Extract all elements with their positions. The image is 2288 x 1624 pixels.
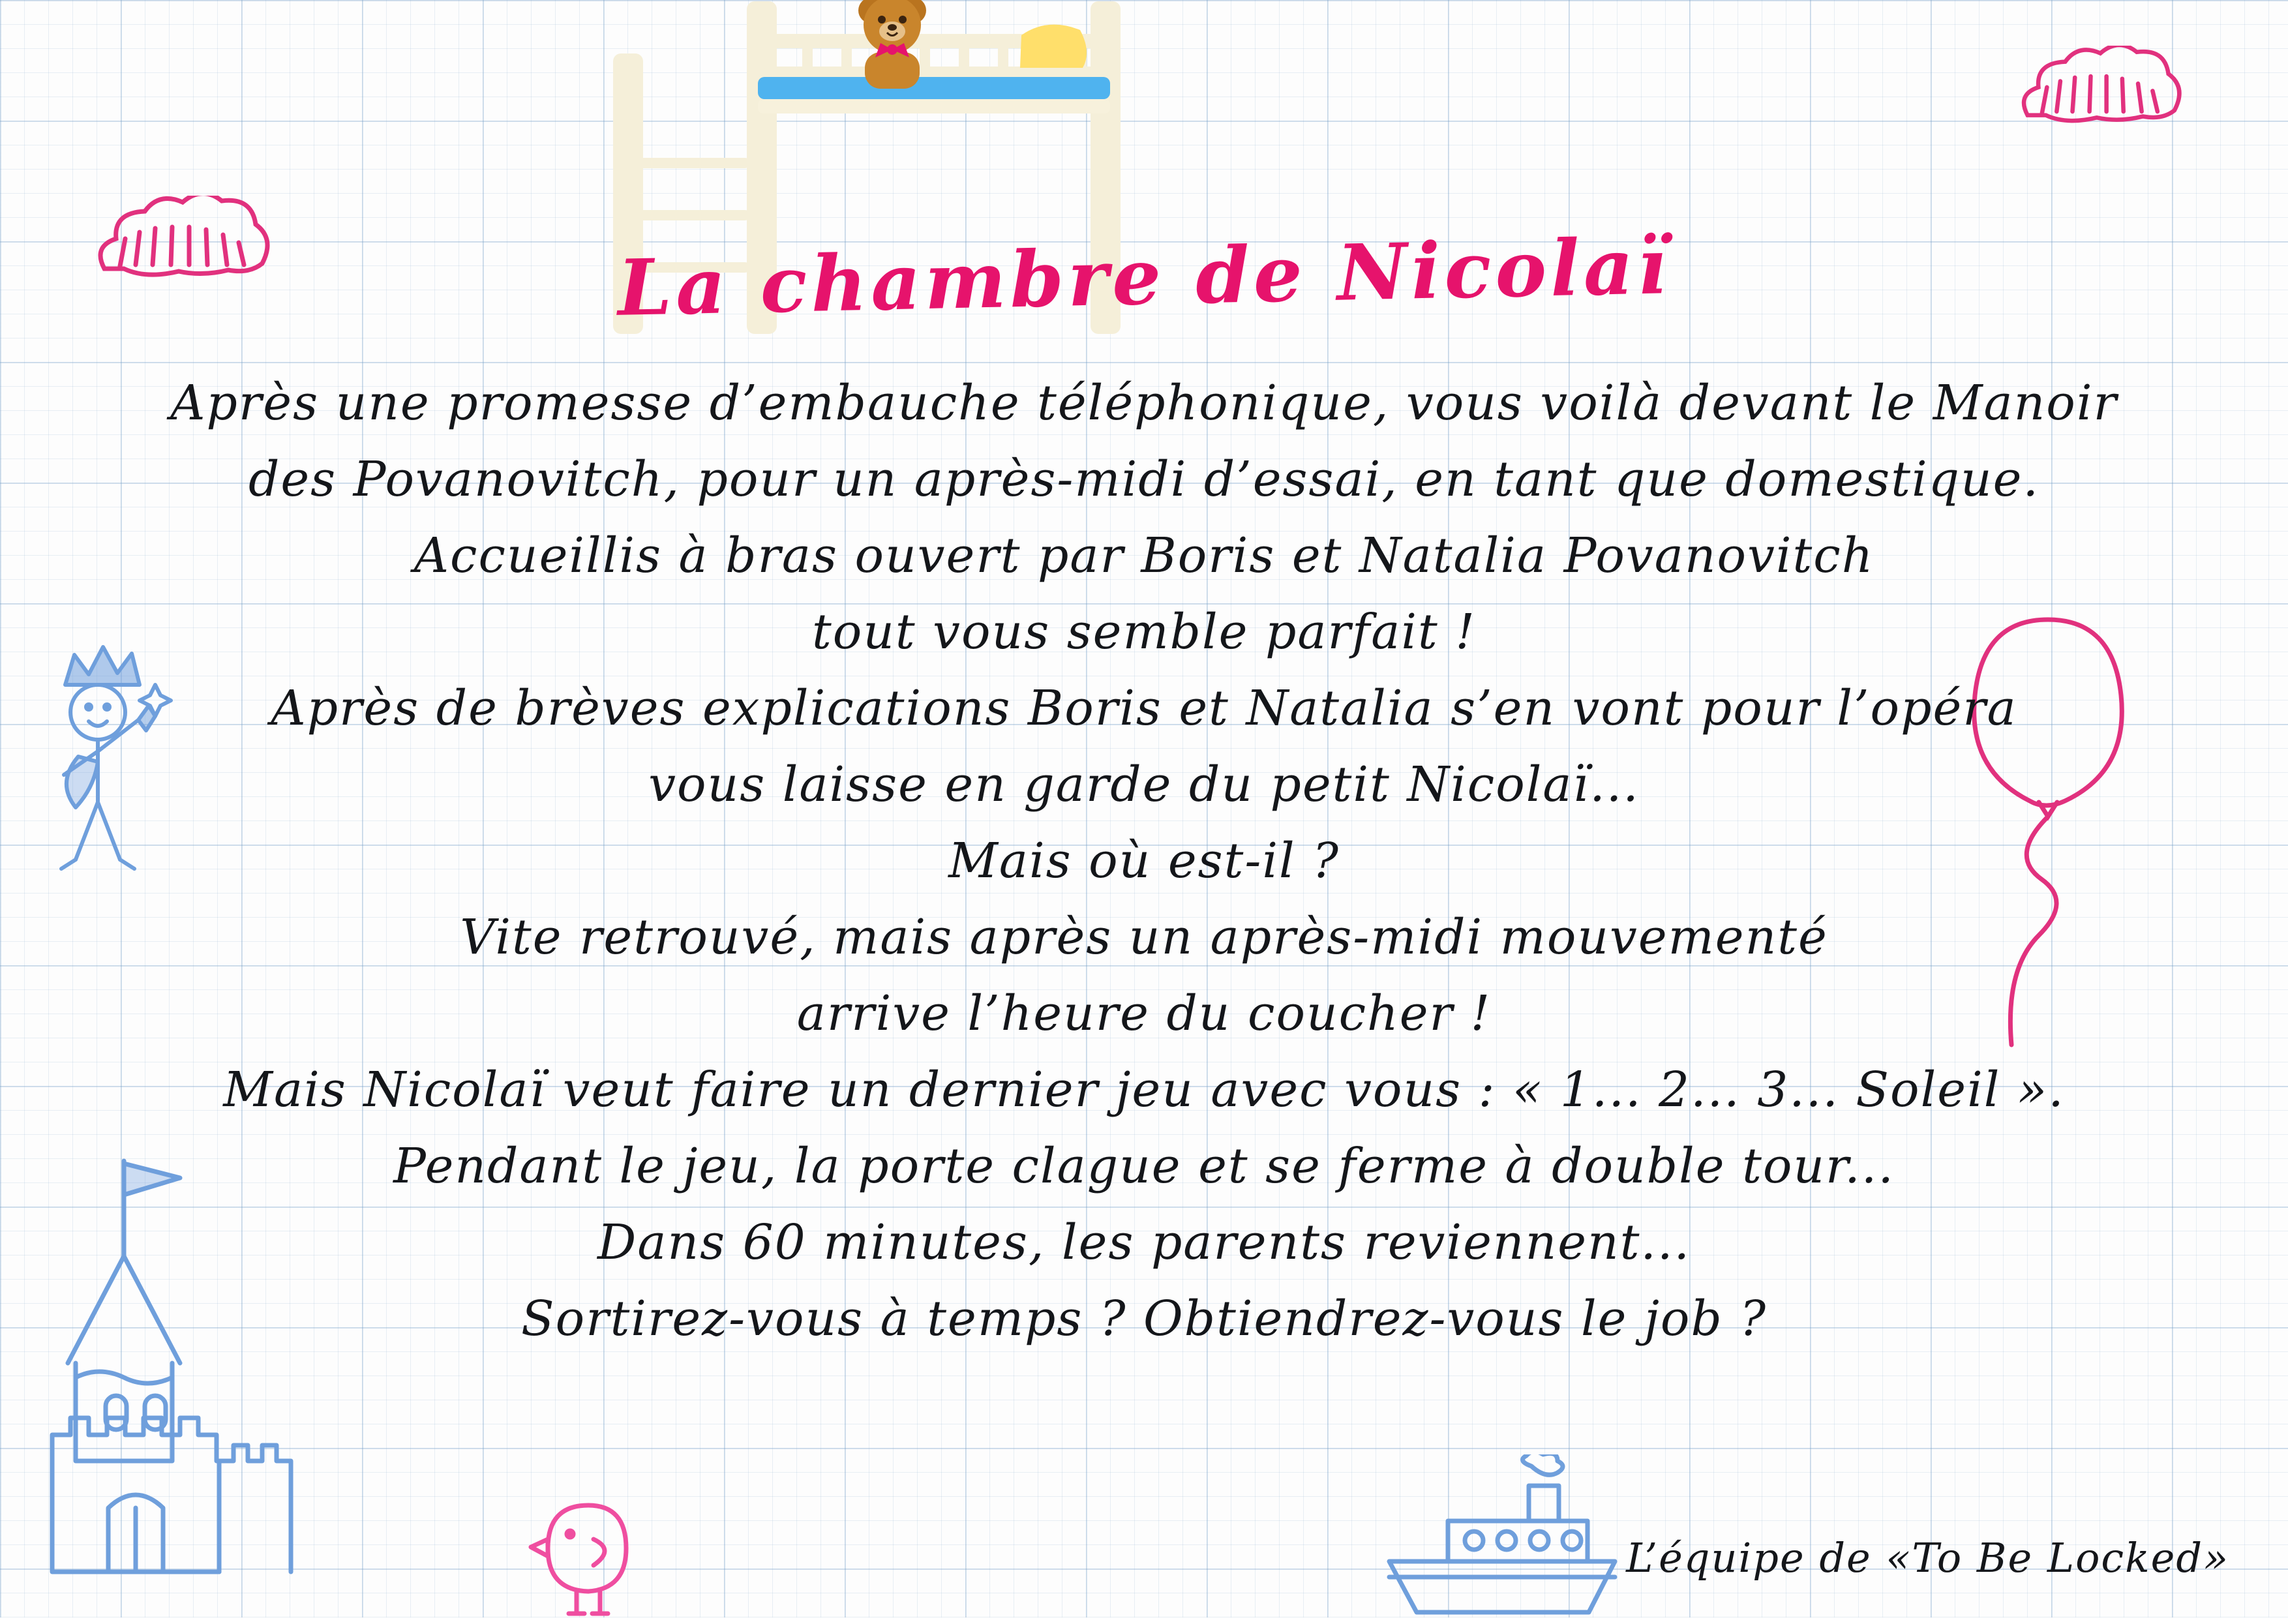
story-line: tout vous semble parfait !	[811, 604, 1477, 660]
signature-text: L’équipe de «To Be Locked»	[1626, 1534, 2229, 1582]
story-line: Mais Nicolaï veut faire un dernier jeu avec vous : « 1... 2... 3... Soleil ».	[223, 1062, 2065, 1118]
story-line: vous laisse en garde du petit Nicolaï...	[648, 757, 1640, 813]
story-line: Sortirez-vous à temps ? Obtiendrez-vous le job ?	[520, 1291, 1768, 1347]
story-line: des Povanovitch, pour un après-midi d’essai, en tant que domestique.	[248, 451, 2040, 507]
story-line: Accueillis à bras ouvert par Boris et Natalia Povanovitch	[414, 528, 1874, 584]
story-line: Après de brèves explications Boris et Natalia s’en vont pour l’opéra	[271, 680, 2017, 736]
story-line: Vite retrouvé, mais après un après-midi mouvementé	[460, 909, 1828, 965]
story-line: Pendant le jeu, la porte clague et se ferme à double tour...	[393, 1138, 1895, 1194]
story-line: Mais où est-il ?	[948, 833, 1340, 889]
story-text	[78, 365, 2210, 1357]
story-line: Dans 60 minutes, les parents reviennent...	[597, 1214, 1691, 1271]
story-line: Après une promesse d’embauche téléphonique, vous voilà devant le Manoir	[170, 375, 2118, 431]
story-line: arrive l’heure du coucher !	[796, 985, 1492, 1042]
page-title: La chambre de Nicolaï	[616, 220, 1672, 333]
